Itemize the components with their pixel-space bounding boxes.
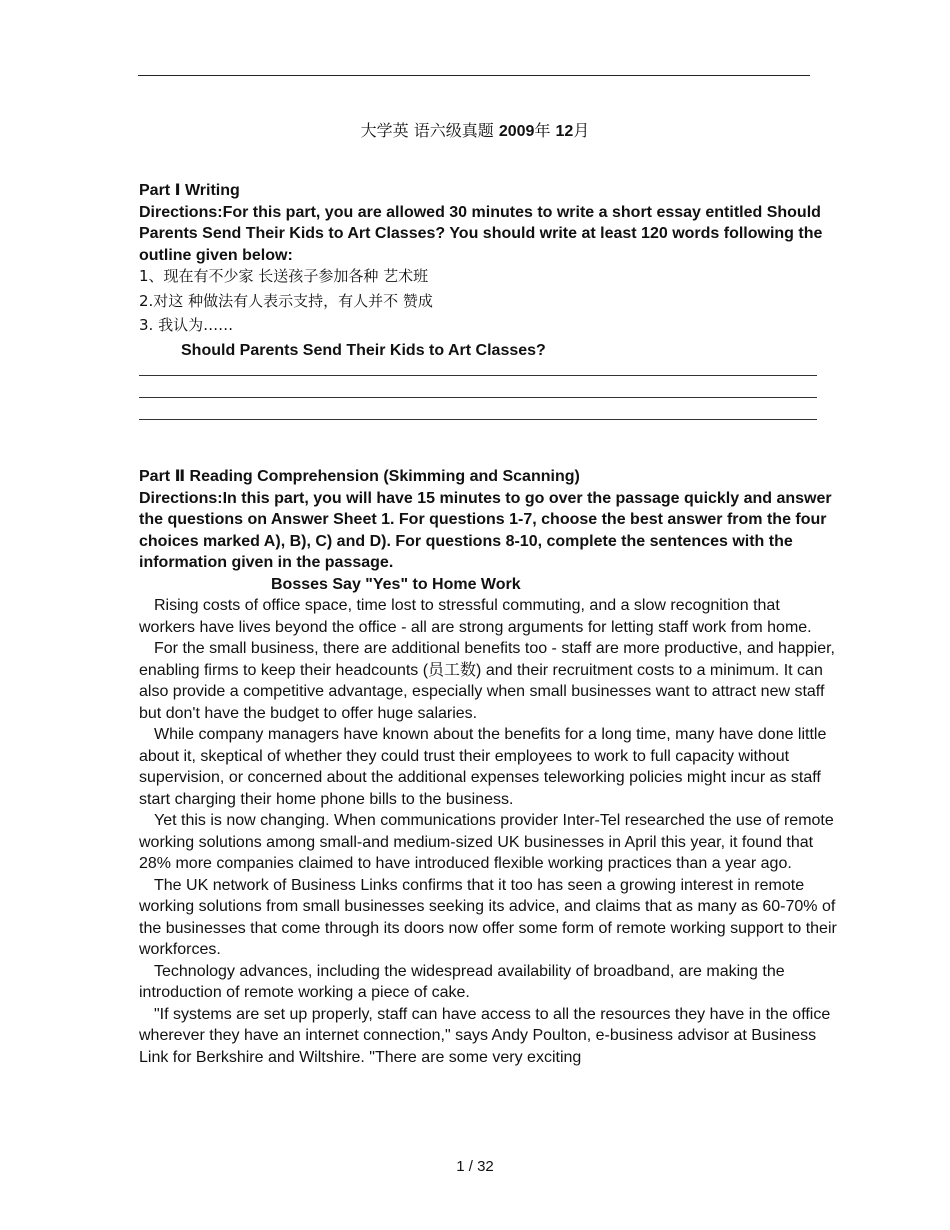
part2-heading: Part Ⅱ Reading Comprehension (Skimming and Scanning) (139, 468, 580, 485)
writing-line (139, 375, 817, 376)
passage-paragraph: The UK network of Business Links confirms that it too has seen a growing interest in remote working solutions from small businesses seeking its advice, and claims that as many as 60-70% of the businesses that come through its doors now offer some form of remote working support to their workforces. (139, 876, 837, 958)
part1-section (139, 180, 839, 361)
page-title (0, 118, 950, 141)
part1-heading: Part Ⅰ Writing (139, 182, 240, 199)
passage-paragraph: "If systems are set up properly, staff can have access to all the resources they have in the office wherever they have an internet connection," says Andy Poulton, e-business advisor at Business Link for Berkshire and Wiltshire. "There are some very exciting (139, 1005, 831, 1066)
passage-title: Bosses Say "Yes" to Home Work (271, 575, 521, 593)
writing-lines (139, 375, 817, 441)
part1-directions: Directions:For this part, you are allowed 30 minutes to write a short essay entitled Should Parents Send Their Kids to Art Classes? You should write at least 120 words following the outline given below: (139, 203, 823, 264)
top-rule (138, 75, 810, 76)
writing-line (139, 397, 817, 398)
outline-item: 1、现在有不少家 长送孩子参加各种 艺术班 (139, 267, 429, 285)
passage-paragraph: Technology advances, including the widespread availability of broadband, are making the introduction of remote working a piece of cake. (139, 962, 785, 1001)
essay-title: Should Parents Send Their Kids to Art Classes? (181, 341, 546, 359)
title-text: 年 (534, 121, 556, 140)
outline-item: 3. 我认为…… (139, 316, 234, 334)
passage-paragraph: While company managers have known about the benefits for a long time, many have done little about it, skeptical of whether they could trust their employees to work to full capacity without supervision, or concerned about the additional expenses teleworking policies might incur as staff start charging their home phone bills to the business. (139, 726, 827, 808)
title-year: 2009 (498, 123, 535, 140)
part2-section (139, 466, 839, 1068)
passage-paragraph: Yet this is now changing. When communications provider Inter-Tel researched the use of remote working solutions among small-and medium-sized UK businesses in April this year, it found that 28% more companies claimed to have introduced flexible working practices than a year ago. (139, 812, 834, 872)
passage-paragraph: Rising costs of office space, time lost to stressful commuting, and a slow recognition that workers have lives beyond the office - all are strong arguments for letting staff work from home. (139, 597, 812, 636)
title-month: 12 (555, 123, 574, 140)
title-text: 大学英 语六级真题 (360, 121, 499, 140)
outline-item: 2.对这 种做法有人表示支持，有人并不 赞成 (139, 291, 433, 310)
part2-directions: Directions:In this part, you will have 15 minutes to go over the passage quickly and answer the questions on Answer Sheet 1. For questions 1-7, choose the best answer from the four choices marked A), B), C) and D). For questions 8-10, complete the sentences with the information given in the passage. (139, 489, 832, 571)
passage-paragraph: For the small business, there are additional benefits too - staff are more productive, and happier, enabling firms to keep their headcounts (员工数) and their recruitment costs to a minimum. It can also provide a competitive advantage, especially when small businesses want to attract new staff but don't have the budget to offer huge salaries. (139, 640, 835, 722)
writing-line (139, 419, 817, 420)
title-text: 月 (573, 121, 590, 140)
page-number: 1 / 32 (456, 1158, 494, 1175)
